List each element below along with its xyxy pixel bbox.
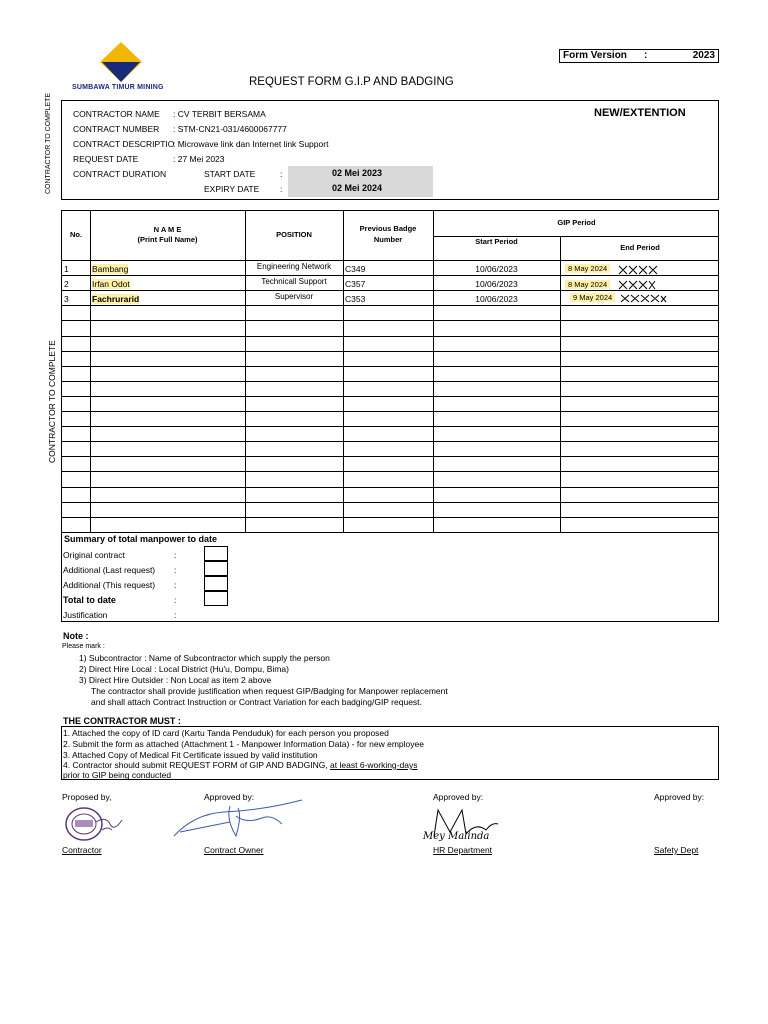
header-end-period: End Period [620, 243, 660, 252]
table-col-line [560, 236, 561, 532]
manpower-table [61, 210, 719, 622]
label-contract-description: CONTRACT DESCRIPTIO [73, 139, 175, 149]
note-please-mark: Please mark : [62, 643, 105, 650]
label-contract-duration: CONTRACT DURATION [73, 169, 167, 179]
sign-approved-owner-label: Approved by: [204, 792, 255, 802]
table-row-line [62, 441, 718, 442]
sign-approved-safety-label: Approved by: [654, 792, 705, 802]
colon-expiry-date: : [280, 184, 283, 194]
must-item-4-cont: prior to GIP being conducted [63, 770, 172, 780]
header-start-period: Start Period [475, 237, 518, 246]
value-request-date: : 27 Mei 2023 [173, 154, 225, 164]
form-version-label: Form Version [563, 50, 627, 61]
note-line-3: 3) Direct Hire Outsider : Non Local as item 2 above [79, 675, 272, 685]
table-row-line [62, 487, 718, 488]
must-item-2: 2. Submit the form as attached (Attachment 1 - Manpower Information Data) - for new employee [63, 739, 424, 749]
sign-hr-department: HR Department [433, 845, 493, 855]
row2-badge: C357 [345, 279, 366, 289]
sign-safety-dept: Safety Dept [654, 845, 699, 855]
row3-name: Fachrurarid [92, 294, 140, 304]
table-row-line [62, 426, 718, 427]
table-row-line [62, 366, 718, 367]
summary-total-colon: : [174, 595, 177, 605]
must-title: THE CONTRACTOR MUST : [63, 716, 181, 726]
table-row-line [62, 517, 718, 518]
summary-original-colon: : [174, 550, 177, 560]
sign-proposed-label: Proposed by, [62, 792, 112, 802]
value-contract-description: : Microwave link dan Internet link Support [173, 139, 329, 149]
table-row-line [62, 336, 718, 337]
summary-original-label: Original contract [63, 550, 125, 560]
form-version-colon: : [644, 50, 648, 61]
table-row-line [62, 351, 718, 352]
header-name-sub: (Print Full Name) [137, 235, 198, 244]
crossed-out-dates-scribble [617, 263, 667, 303]
contract-owner-signature [170, 796, 305, 844]
company-logo [100, 42, 142, 82]
row1-end: 8 May 2024 [565, 264, 610, 273]
table-row-line [62, 381, 718, 382]
value-start-date: 02 Mei 2023 [332, 168, 383, 178]
must-item-4 [63, 760, 417, 770]
row1-position: Engineering Network [256, 262, 332, 271]
header-position: POSITION [276, 230, 312, 239]
must-item-1: 1. Attached the copy of ID card (Kartu Tanda Penduduk) for each person you proposed [63, 728, 389, 738]
table-row-line [62, 502, 718, 503]
contract-info-box [61, 100, 719, 200]
table-col-line [90, 211, 91, 532]
row3-no: 3 [64, 294, 69, 304]
table-col-line [433, 211, 434, 532]
hr-signature-handwriting: Mey Malinda [423, 831, 490, 842]
must-item-4-text: 4. Contractor should submit REQUEST FORM of GIP AND BADGING, [63, 760, 331, 770]
header-badge-sub: Number [373, 235, 403, 244]
status-new-extention: NEW/EXTENTION [594, 107, 686, 119]
row1-badge: C349 [345, 264, 366, 274]
label-contract-number: CONTRACT NUMBER [73, 124, 160, 134]
must-box [61, 726, 719, 780]
summary-last-colon: : [174, 565, 177, 575]
form-version-value: 2023 [692, 50, 715, 61]
row2-position: Technicall Support [261, 277, 327, 286]
label-expiry-date: EXPIRY DATE [204, 184, 260, 194]
row3-position: Supervisor [274, 292, 314, 301]
sign-contractor: Contractor [62, 845, 102, 855]
header-badge: Previous Badge [359, 224, 417, 233]
label-request-date: REQUEST DATE [73, 154, 139, 164]
value-expiry-date: 02 Mei 2024 [332, 183, 383, 193]
summary-total-box[interactable] [204, 591, 228, 606]
value-contract-number: : STM-CN21-031/4600067777 [173, 124, 287, 134]
side-label-table: CONTRACTOR TO COMPLETE [47, 340, 57, 463]
must-item-4-underline: at least 6-working-days [330, 760, 418, 770]
summary-last-box[interactable] [204, 561, 228, 576]
row2-start: 10/06/2023 [475, 279, 518, 289]
note-title: Note : [63, 631, 89, 641]
must-item-3: 3. Attached Copy of Medical Fit Certificate issued by valid institution [63, 750, 318, 760]
sign-approved-hr-label: Approved by: [433, 792, 484, 802]
row2-end: 8 May 2024 [565, 280, 610, 289]
company-stamp [62, 804, 126, 844]
side-label-top: CONTRACTOR TO COMPLETE [45, 92, 52, 194]
table-row-line [62, 320, 718, 321]
summary-this-box[interactable] [204, 576, 228, 591]
value-contractor-name: : CV TERBIT BERSAMA [173, 109, 266, 119]
summary-total-label: Total to date [63, 595, 116, 605]
row1-no: 1 [64, 264, 69, 274]
page-title: REQUEST FORM G.I.P AND BADGING [249, 76, 454, 88]
row1-name: Bambang [92, 264, 129, 274]
note-line-2: 2) Direct Hire Local : Local District (Hu'u, Dompu, Bima) [79, 664, 289, 674]
header-no: No. [69, 230, 83, 239]
label-contractor-name: CONTRACTOR NAME [73, 109, 160, 119]
summary-original-box[interactable] [204, 546, 228, 561]
company-name: SUMBAWA TIMUR MINING [72, 84, 164, 91]
colon-start-date: : [280, 169, 283, 179]
form-version-box [559, 49, 719, 63]
table-row-line [62, 471, 718, 472]
summary-this-colon: : [174, 580, 177, 590]
table-col-line [343, 211, 344, 532]
note-line-1: 1) Subcontractor : Name of Subcontractor which supply the person [79, 653, 330, 663]
summary-title: Summary of total manpower to date [64, 534, 218, 544]
row2-no: 2 [64, 279, 69, 289]
summary-justification-label: Justification [63, 610, 108, 620]
table-row-line [62, 532, 718, 533]
header-name: N A M E [153, 225, 182, 234]
table-row-line [62, 411, 718, 412]
summary-this-label: Additional (This request) [63, 580, 156, 590]
row3-start: 10/06/2023 [475, 294, 518, 304]
summary-last-label: Additional (Last request) [63, 565, 156, 575]
note-line-4: The contractor shall provide justification when request GIP/Badging for Manpower replacement [91, 686, 448, 696]
header-gip-period: GIP Period [557, 218, 596, 227]
table-row-line [62, 456, 718, 457]
table-row-line [62, 396, 718, 397]
summary-justification-colon: : [174, 610, 177, 620]
note-line-5: and shall attach Contract Instruction or Contract Variation for each badging/GIP request. [91, 697, 422, 707]
label-start-date: START DATE [204, 169, 256, 179]
row3-end: 9 May 2024 [570, 293, 615, 302]
table-col-line [245, 211, 246, 532]
row2-name: Irfan Odot [92, 279, 130, 289]
table-row-line [62, 305, 718, 306]
row1-start: 10/06/2023 [475, 264, 518, 274]
table-row-line [62, 260, 718, 261]
row3-badge: C353 [345, 294, 366, 304]
sign-contract-owner: Contract Owner [204, 845, 264, 855]
